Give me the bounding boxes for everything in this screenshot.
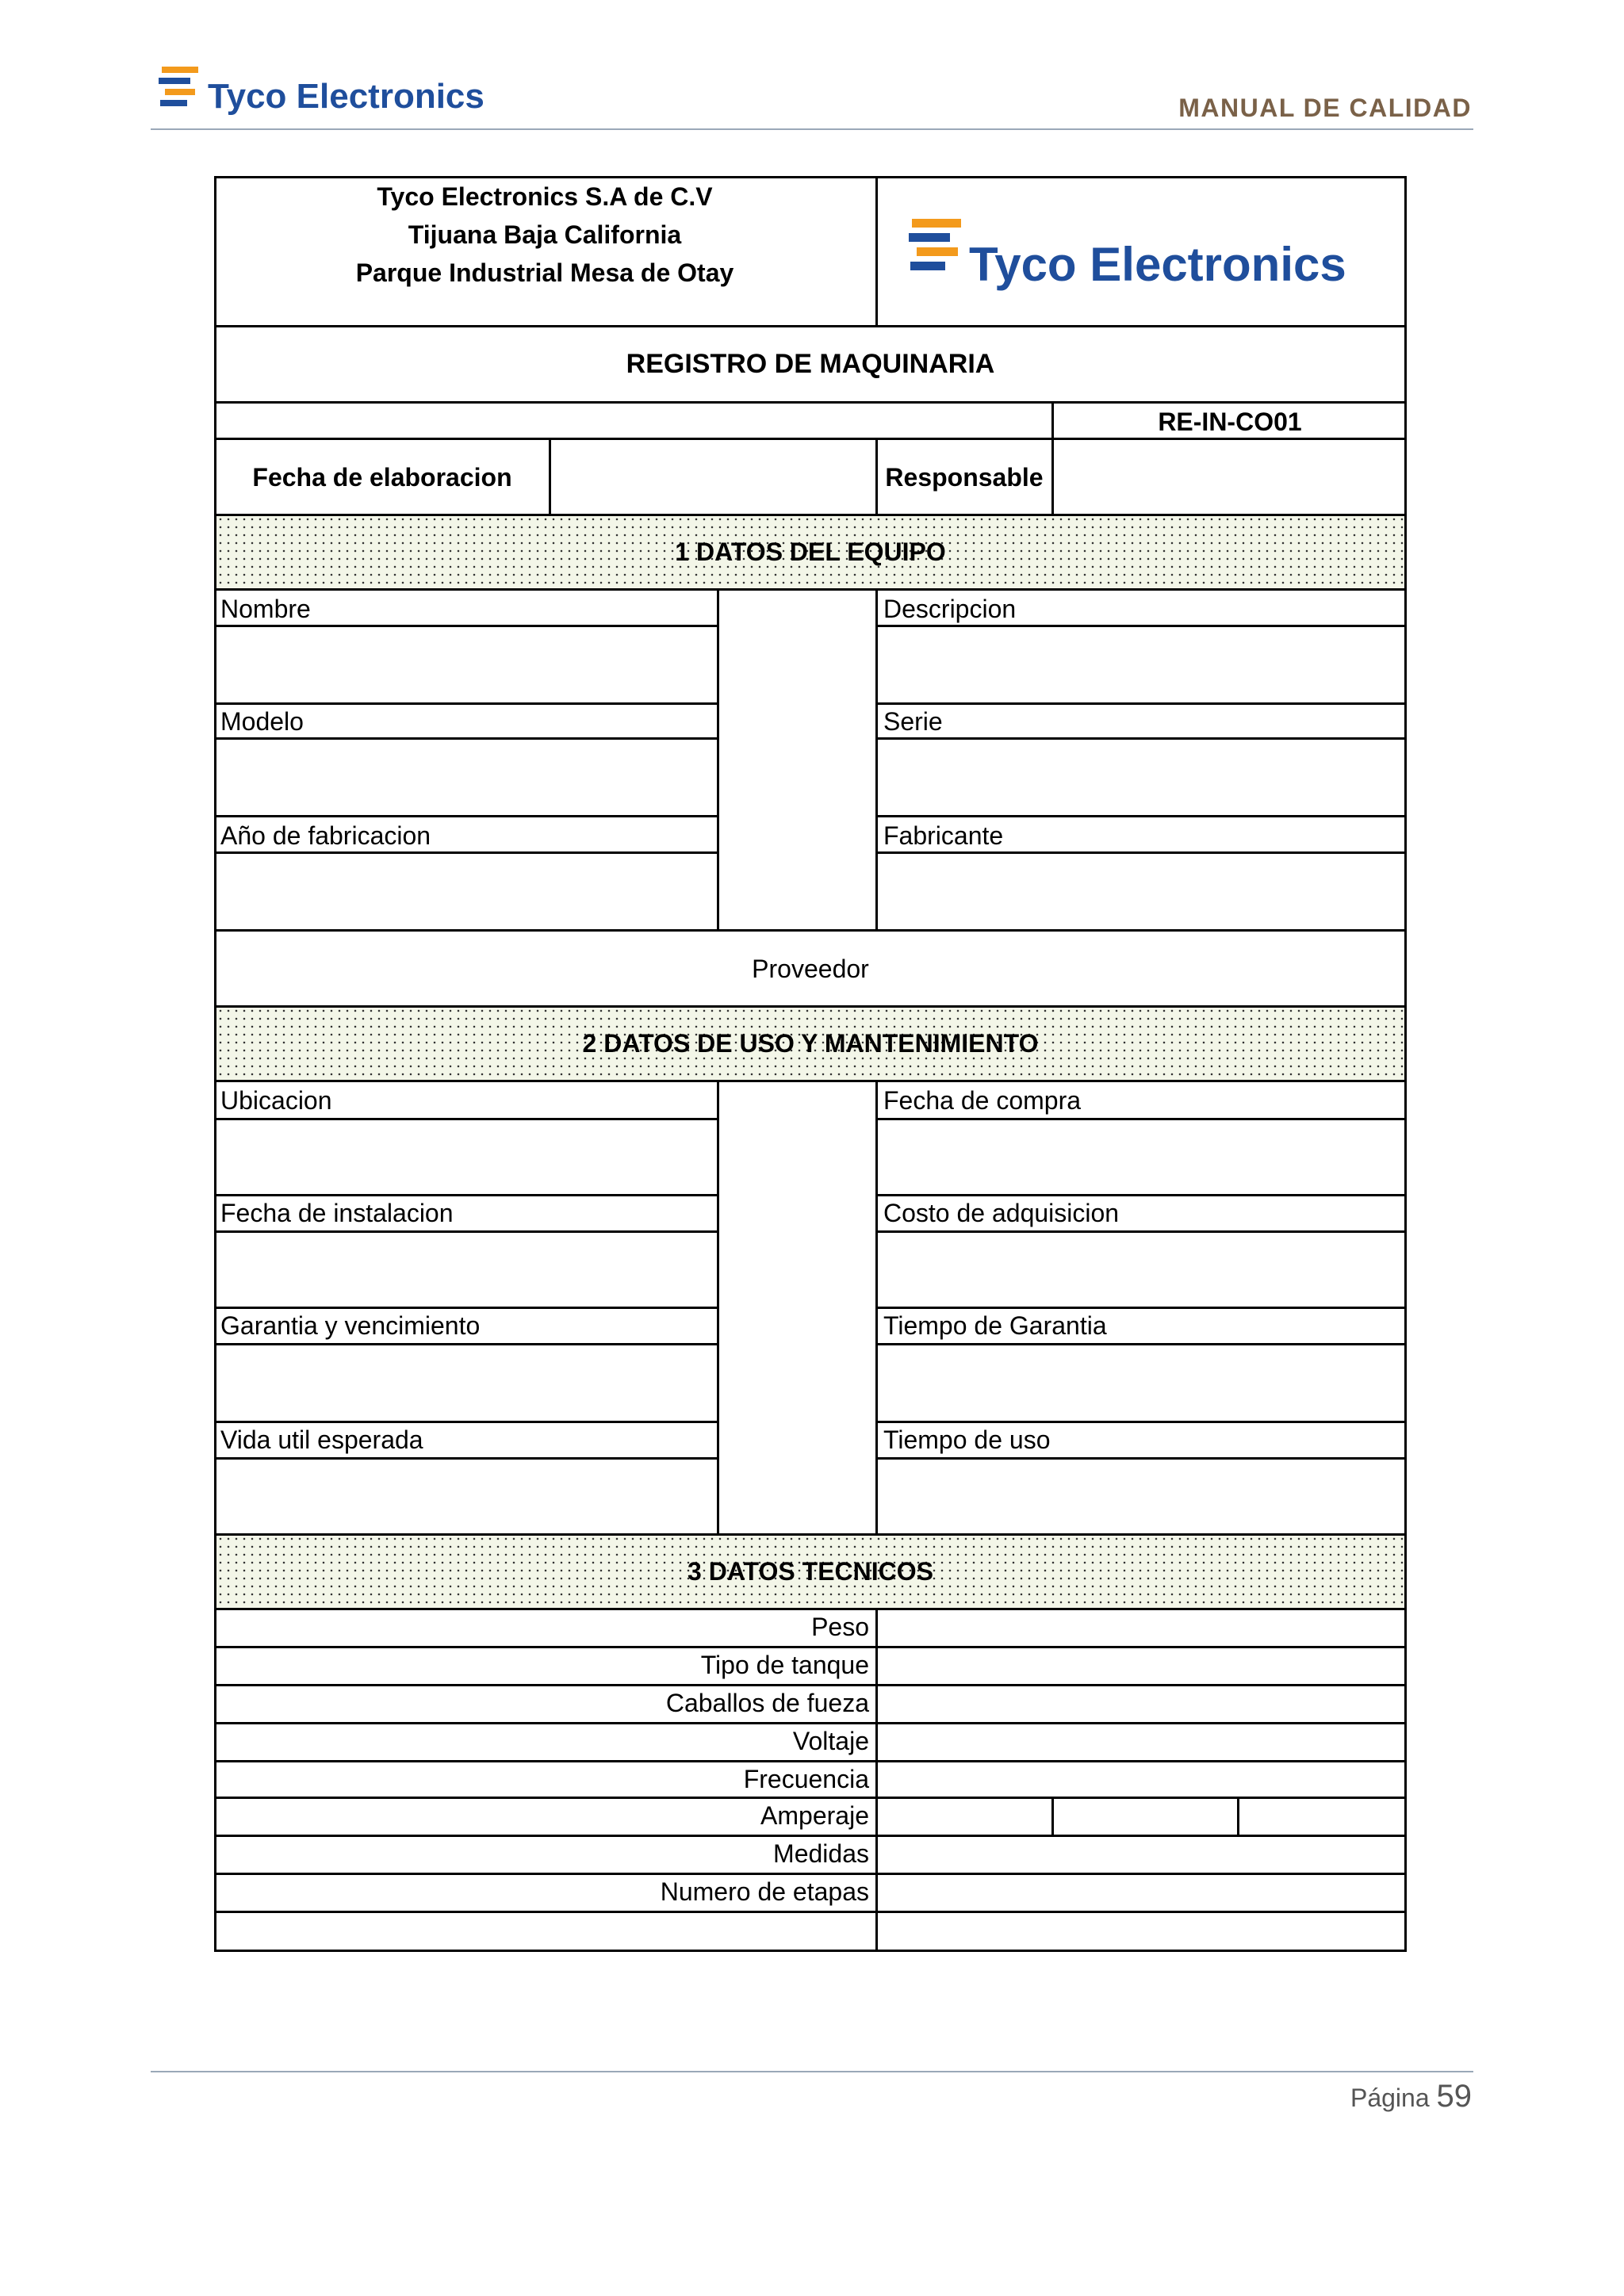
caballos-field[interactable]: [878, 1686, 1404, 1722]
medidas-field-2[interactable]: [1054, 1799, 1237, 1835]
voltaje-label: Voltaje: [792, 1727, 869, 1755]
medidas-field-3[interactable]: [1239, 1799, 1404, 1835]
responsable-label: Responsable: [885, 463, 1044, 492]
caballos-label: Caballos de fueza: [665, 1689, 869, 1717]
company-logo: [896, 209, 1388, 297]
ubicacion-field[interactable]: [216, 1120, 717, 1194]
logo-brand-text: Tyco Electronics: [969, 238, 1346, 291]
document-title: MANUAL DE CALIDAD: [1178, 94, 1472, 122]
tipo-tanque-field[interactable]: [878, 1648, 1404, 1684]
footer-divider: [151, 2071, 1473, 2072]
peso-label: Peso: [811, 1613, 869, 1641]
header-logo: [159, 60, 492, 124]
header-brand-text: Tyco Electronics: [208, 77, 485, 116]
ubicacion-label: Ubicacion: [220, 1086, 332, 1115]
descripcion-label: Descripcion: [883, 595, 1017, 623]
costo-label: Costo de adquisicion: [883, 1199, 1120, 1227]
frecuencia-label: Frecuencia: [743, 1765, 869, 1793]
tiempo-uso-label: Tiempo de uso: [883, 1425, 1051, 1454]
amperaje-label: Amperaje: [760, 1801, 869, 1830]
vida-util-field[interactable]: [216, 1460, 717, 1533]
tiempo-garantia-label: Tiempo de Garantia: [883, 1311, 1107, 1340]
voltaje-field[interactable]: [878, 1724, 1404, 1760]
descripcion-field[interactable]: [878, 627, 1404, 702]
form-title: REGISTRO DE MAQUINARIA: [626, 349, 995, 379]
garantia-field[interactable]: [216, 1345, 717, 1421]
modelo-label: Modelo: [220, 707, 304, 736]
page-number: [1350, 2079, 1472, 2114]
tyco-logo-icon: [159, 60, 492, 124]
tyco-logo-large-icon: [896, 209, 1388, 297]
modelo-field[interactable]: [216, 740, 717, 815]
costo-field[interactable]: [878, 1233, 1404, 1307]
machinery-form: [214, 176, 1407, 1952]
tiempo-uso-field[interactable]: [878, 1460, 1404, 1533]
nombre-label: Nombre: [220, 595, 311, 623]
form-code: RE-IN-CO01: [1158, 408, 1302, 436]
page-number-value: 59: [1436, 2079, 1472, 2114]
company-city: Tijuana Baja California: [408, 220, 682, 249]
company-park: Parque Industrial Mesa de Otay: [355, 258, 734, 287]
section-1-title: 1 DATOS DEL EQUIPO: [675, 538, 946, 566]
proveedor-label: Proveedor: [752, 955, 869, 983]
company-name: Tyco Electronics S.A de C.V: [377, 182, 713, 211]
serie-label: Serie: [883, 707, 943, 736]
medidas-label: Medidas: [773, 1839, 869, 1868]
serie-field[interactable]: [878, 740, 1404, 815]
garantia-label: Garantia y vencimiento: [220, 1311, 481, 1340]
page-word: Página: [1350, 2084, 1430, 2112]
fecha-label: Fecha de elaboracion: [252, 463, 512, 492]
medidas-field-1[interactable]: [878, 1799, 1051, 1835]
header-divider: [151, 128, 1473, 130]
nombre-field[interactable]: [216, 627, 717, 702]
responsable-field[interactable]: [1053, 440, 1404, 514]
peso-field[interactable]: [878, 1610, 1404, 1646]
tipo-tanque-label: Tipo de tanque: [700, 1651, 869, 1679]
fabricante-field[interactable]: [878, 854, 1404, 929]
fecha-instalacion-label: Fecha de instalacion: [220, 1199, 454, 1227]
fabricante-label: Fabricante: [883, 821, 1004, 850]
fecha-instalacion-field[interactable]: [216, 1233, 717, 1307]
section-3-title: 3 DATOS TECNICOS: [688, 1557, 933, 1586]
vida-util-label: Vida util esperada: [220, 1425, 423, 1454]
fecha-field[interactable]: [550, 440, 875, 514]
etapas-label: Numero de etapas: [660, 1877, 869, 1906]
fecha-compra-field[interactable]: [878, 1120, 1404, 1194]
frecuencia-field[interactable]: [878, 1762, 1404, 1797]
anio-label: Año de fabricacion: [220, 821, 431, 850]
section-2-title: 2 DATOS DE USO Y MANTENIMIENTO: [582, 1029, 1039, 1058]
etapas-field[interactable]: [878, 1837, 1404, 1873]
fecha-compra-label: Fecha de compra: [883, 1086, 1082, 1115]
anio-field[interactable]: [216, 854, 717, 929]
tiempo-garantia-field[interactable]: [878, 1345, 1404, 1421]
